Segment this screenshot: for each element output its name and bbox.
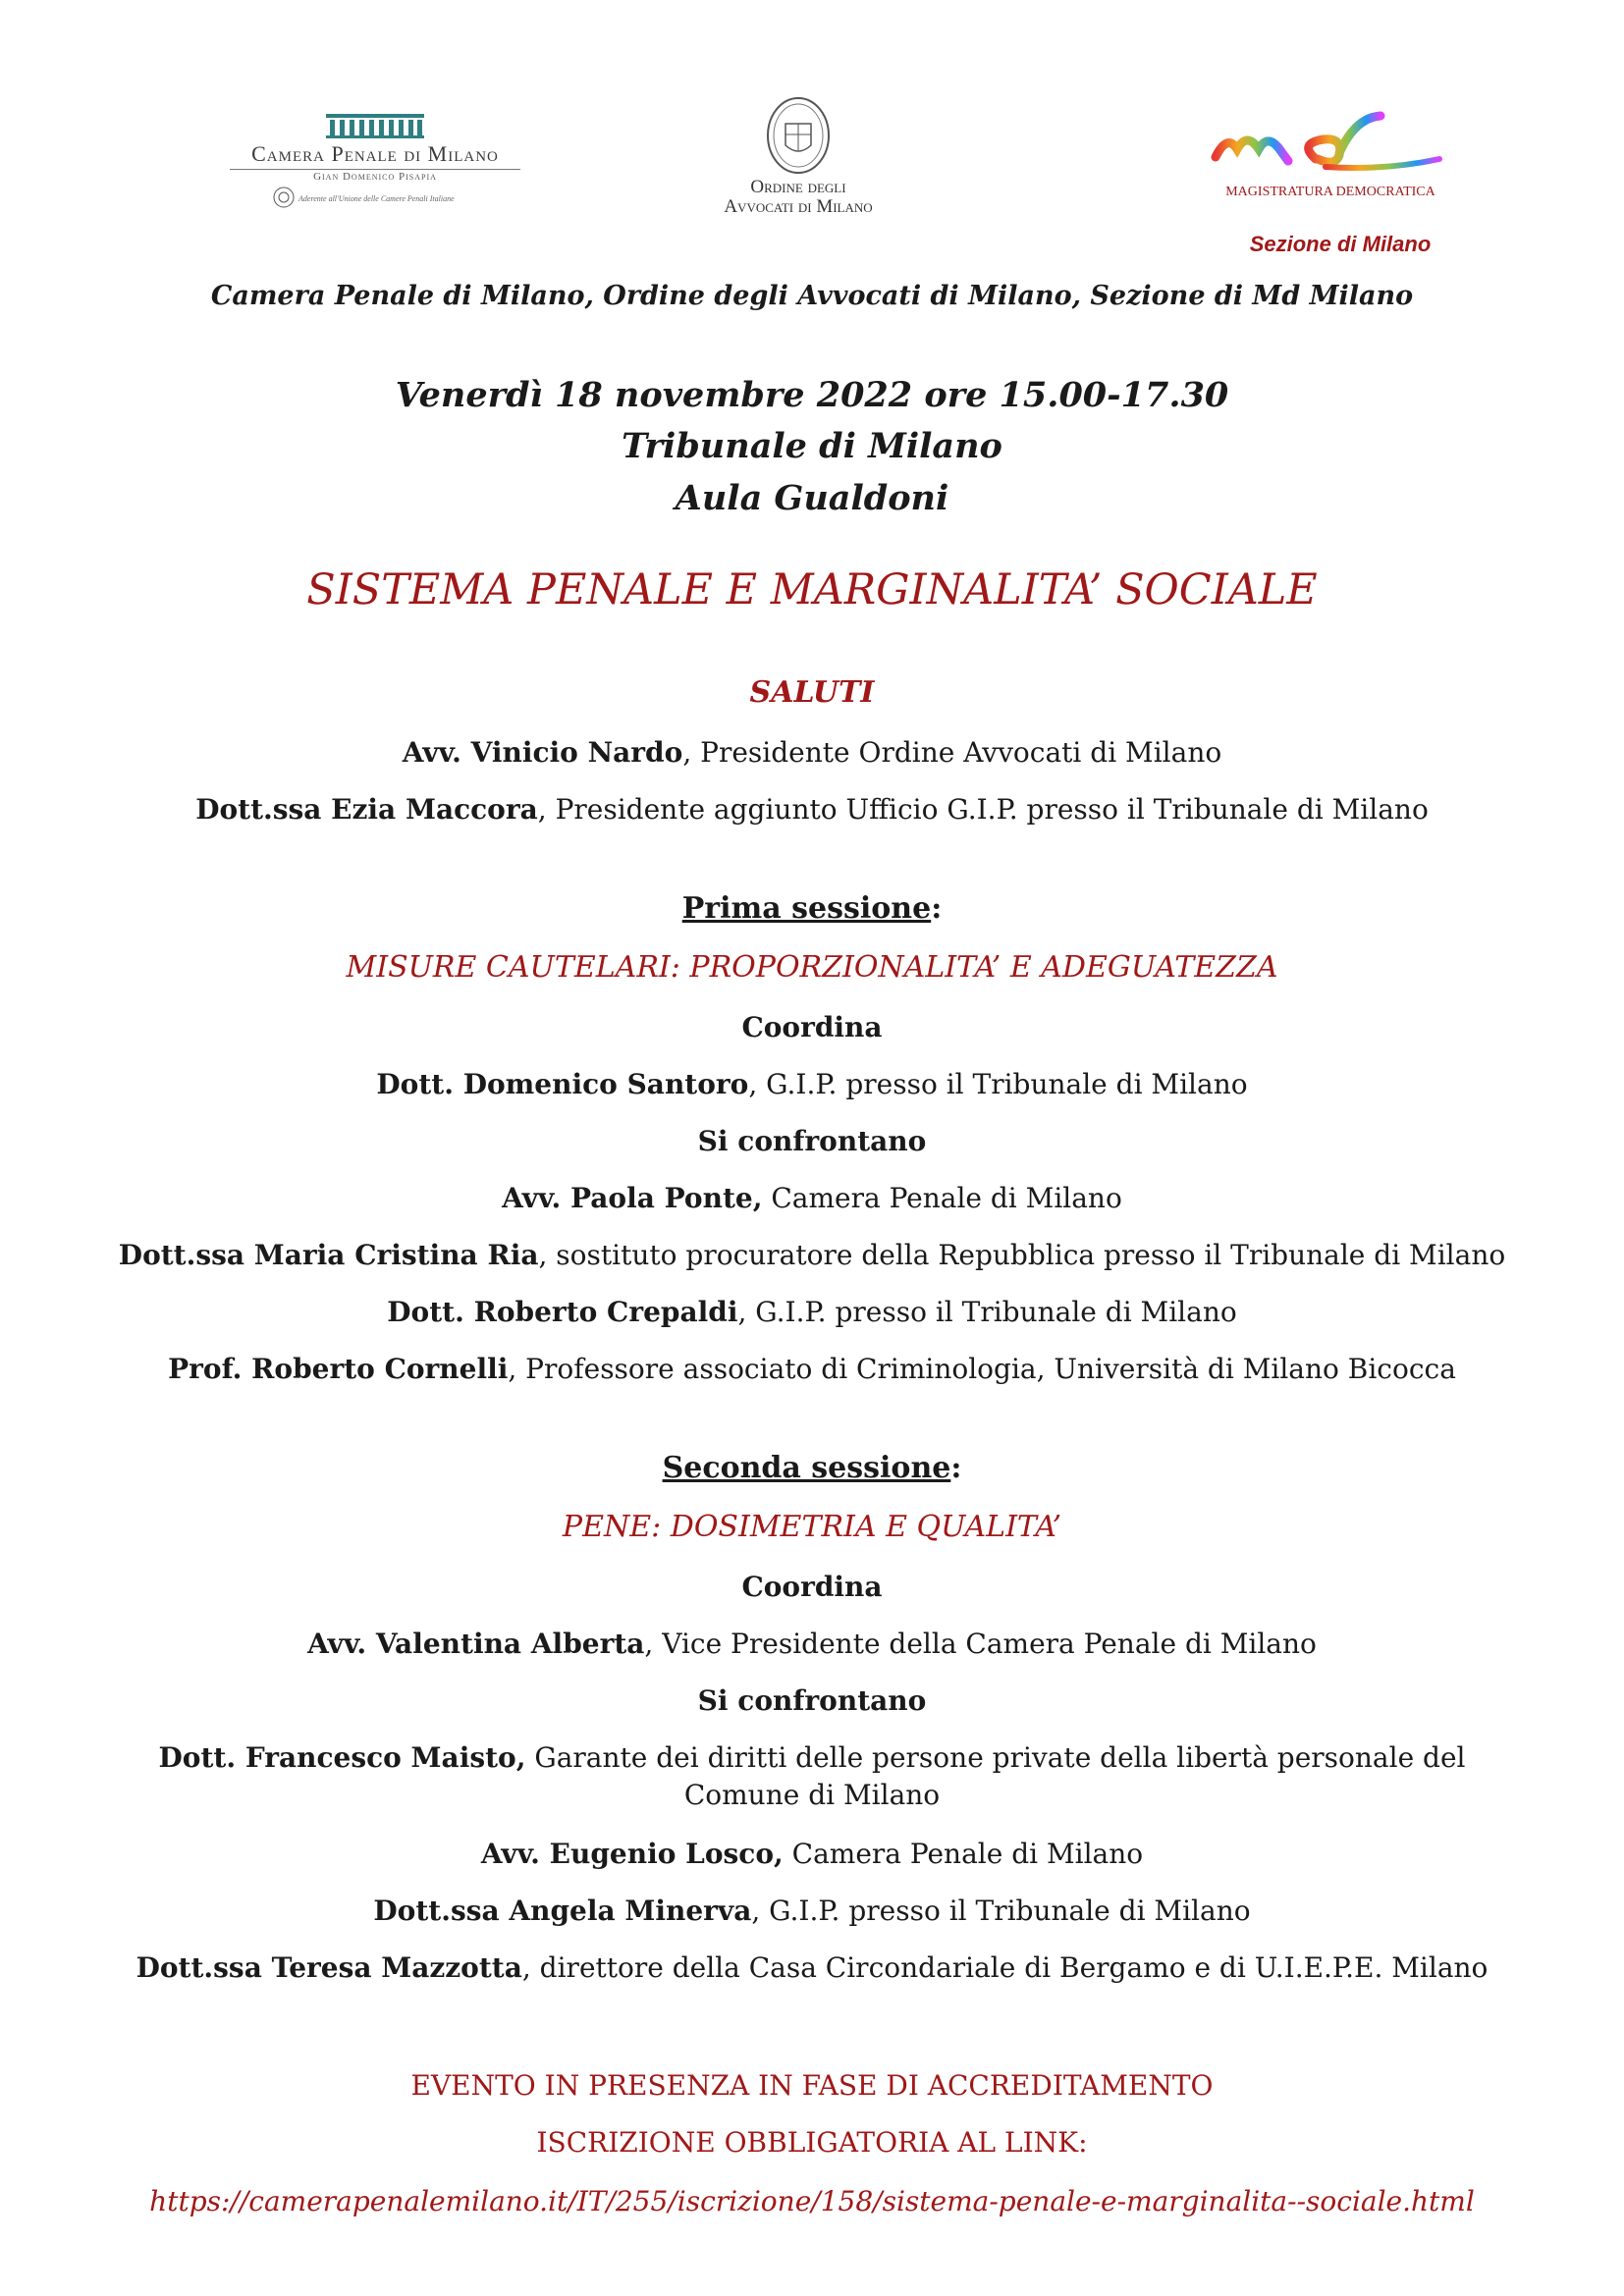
session2-heading: Seconda sessione: — [662, 1451, 962, 1485]
md-section: Sezione di Milano — [1249, 232, 1432, 256]
camera-penale-note: Aderente all'Unione delle Camere Penali Italiane — [298, 194, 455, 203]
saluti-heading: SALUTI — [749, 675, 875, 710]
ordine-seal-icon — [766, 96, 831, 175]
session1-speaker: Prof. Roberto Cornelli, Professore associato di Criminologia, Università di Milano Bicocca — [168, 1353, 1456, 1385]
event-datetime: Venerdì 18 novembre 2022 ore 15.00-17.30 — [395, 375, 1229, 415]
session1-topic: MISURE CAUTELARI: PROPORZIONALITA’ E ADEGUATEZZA — [346, 950, 1278, 985]
event-venue: Tribunale di Milano — [622, 426, 1002, 466]
session1-coordinator: Dott. Domenico Santoro, G.I.P. presso il Tribunale di Milano — [376, 1068, 1248, 1100]
md-name: MAGISTRATURA DEMOCRATICA — [1225, 185, 1435, 199]
courthouse-icon — [324, 112, 426, 139]
session1-heading: Prima sessione: — [681, 891, 943, 926]
camera-penale-logo — [218, 106, 532, 219]
accreditation-notice: EVENTO IN PRESENZA IN FASE DI ACCREDITAMENTO — [410, 2069, 1214, 2102]
event-room: Aula Gualdoni — [675, 478, 949, 518]
camera-penale-subtitle: Gian Domenico Pisapia — [313, 171, 437, 183]
session2-speaker: Avv. Eugenio Losco, Camera Penale di Milano — [480, 1838, 1144, 1870]
session1-speaker: Dott. Roberto Crepaldi, G.I.P. presso il Tribunale di Milano — [387, 1296, 1237, 1328]
ordine-avvocati-logo — [685, 96, 911, 224]
registration-link[interactable]: https://camerapenalemilano.it/IT/255/iscrizione/158/sistema-penale-e-marginalita--sociale.html — [149, 2185, 1475, 2217]
saluti-speaker: Dott.ssa Ezia Maccora, Presidente aggiunto Ufficio G.I.P. presso il Tribunale di Milano — [195, 793, 1429, 826]
session2-coordina-label: Coordina — [741, 1571, 883, 1603]
ordine-name-line2: Avvocati di Milano — [724, 196, 873, 217]
session2-topic: PENE: DOSIMETRIA E QUALITA’ — [562, 1510, 1062, 1544]
session2-speaker: Dott. Francesco Maisto, Garante dei diritti delle persone private della libertà personale del — [158, 1741, 1466, 1774]
session2-speaker: Dott.ssa Angela Minerva, G.I.P. presso il Tribunale di Milano — [373, 1895, 1251, 1927]
ucpi-seal-icon — [273, 187, 295, 208]
registration-notice: ISCRIZIONE OBBLIGATORIA AL LINK: — [536, 2126, 1088, 2159]
divider — [230, 169, 520, 170]
md-logo-icon — [1208, 110, 1453, 181]
organizers: Camera Penale di Milano, Ordine degli Avvocati di Milano, Sezione di Md Milano — [210, 281, 1414, 311]
ordine-name-line1: Ordine degli — [750, 177, 846, 197]
saluti-speaker: Avv. Vinicio Nardo, Presidente Ordine Avvocati di Milano — [402, 736, 1222, 769]
event-title: SISTEMA PENALE E MARGINALITA’ SOCIALE — [306, 565, 1318, 614]
session2-coordinator: Avv. Valentina Alberta, Vice Presidente della Camera Penale di Milano — [307, 1628, 1317, 1660]
session1-confronto-label: Si confrontano — [697, 1125, 927, 1157]
session2-confronto-label: Si confrontano — [697, 1684, 927, 1717]
session1-speaker: Avv. Paola Ponte, Camera Penale di Milano — [502, 1182, 1122, 1214]
session2-speaker: Dott.ssa Teresa Mazzotta, direttore della Casa Circondariale di Bergamo e di U.I.E.P.E. Milano — [135, 1951, 1489, 1984]
session2-speaker-continued: Comune di Milano — [683, 1779, 941, 1811]
magistratura-democratica-logo — [1208, 110, 1463, 267]
camera-penale-name: Camera Penale di Milano — [251, 141, 499, 166]
session1-coordina-label: Coordina — [741, 1011, 883, 1043]
session1-speaker: Dott.ssa Maria Cristina Ria, sostituto procuratore della Repubblica presso il Tribunale di Milano — [118, 1239, 1506, 1271]
